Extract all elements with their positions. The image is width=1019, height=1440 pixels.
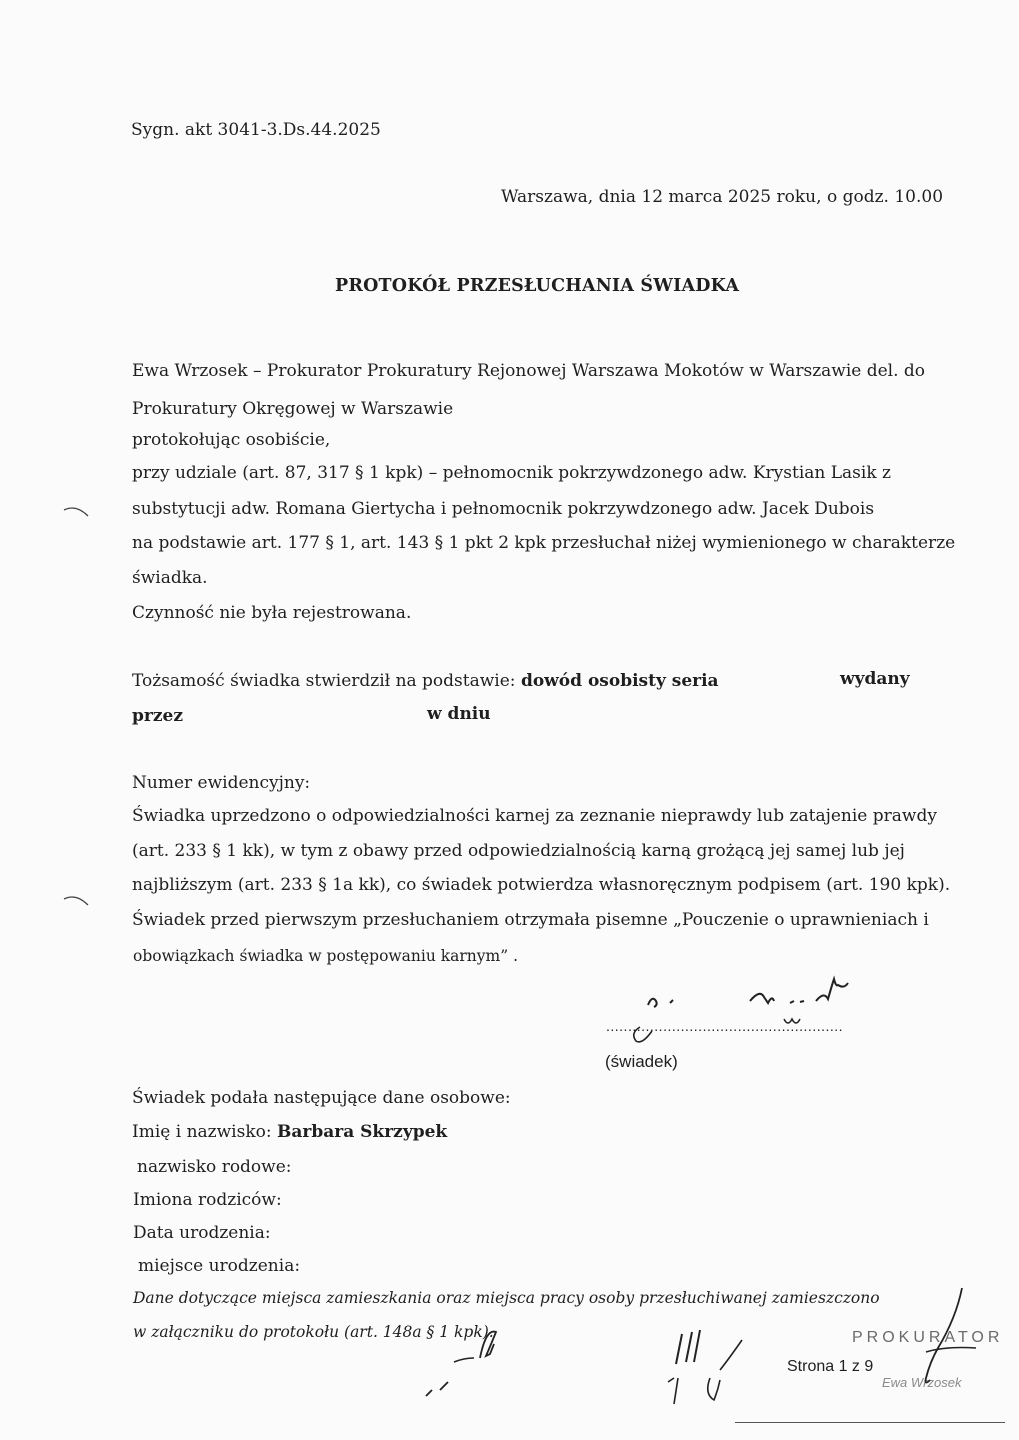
name-value: Barbara Skrzypek [277, 1122, 448, 1142]
identity-issued: wydany [840, 669, 910, 689]
family-name-label: nazwisko rodowe: [137, 1157, 292, 1177]
note-line-1: Dane dotyczące miejsca zamieszkania oraz miejsca pracy osoby przesłuchiwanej zamieszczono [133, 1289, 880, 1307]
warning-line-2: (art. 233 § 1 kk), w tym z obawy przed odpowiedzialnością karną grożącą jej samej lub jej [132, 841, 905, 861]
initials-marks [420, 1318, 760, 1418]
place-date: Warszawa, dnia 12 marca 2025 roku, o godz. 10.00 [501, 187, 944, 207]
name-label: Imię i nazwisko: [132, 1122, 272, 1142]
page-number: Strona 1 z 9 [787, 1358, 874, 1375]
signature-line: ...................................................... [606, 1018, 844, 1034]
identity-prefix: Tożsamość świadka stwierdził na podstawie: [132, 671, 516, 691]
identity-line-1 [132, 670, 719, 692]
personal-heading: Świadek podała następujące dane osobowe: [132, 1088, 511, 1108]
name-line [132, 1121, 447, 1143]
prosecutor-stamp-name: Ewa Wrzosek [882, 1375, 962, 1390]
witness-signature [600, 975, 900, 1055]
warning-line-5: obowiązkach świadka w postępowaniu karnym” . [133, 947, 519, 965]
intro-line-3: protokołując osobiście, [132, 430, 331, 450]
birth-place-label: miejsce urodzenia: [138, 1256, 301, 1276]
warning-line-4: Świadek przed pierwszym przesłuchaniem otrzymała pisemne „Pouczenie o uprawnieniach i [132, 910, 929, 930]
birth-date-label: Data urodzenia: [133, 1223, 271, 1243]
punch-mark-top [62, 502, 92, 518]
intro-line-1: Ewa Wrzosek – Prokurator Prokuratury Rejonowej Warszawa Mokotów w Warszawie del. do [132, 361, 926, 381]
warning-line-1: Świadka uprzedzono o odpowiedzialności karnej za zeznanie nieprawdy lub zatajenie prawdy [132, 806, 937, 826]
prosecutor-stamp-title: PROKURATOR [852, 1329, 1004, 1346]
evidence-number-label: Numer ewidencyjny: [132, 773, 311, 793]
intro-line-4: przy udziale (art. 87, 317 § 1 kpk) – pełnomocnik pokrzywdzonego adw. Krystian Lasik z [132, 463, 891, 483]
warning-line-3: najbliższym (art. 233 § 1a kk), co świadek potwierdza własnoręcznym podpisem (art. 190 kpk). [132, 875, 951, 895]
bottom-rule [735, 1422, 1005, 1423]
intro-line-5: substytucji adw. Romana Giertycha i pełnomocnik pokrzywdzonego adw. Jacek Dubois [132, 499, 875, 519]
intro-line-6: na podstawie art. 177 § 1, art. 143 § 1 pkt 2 kpk przesłuchał niżej wymienionego w charakterze [132, 533, 956, 553]
identity-on-day: w dniu [427, 704, 491, 724]
document-title: PROTOKÓŁ PRZESŁUCHANIA ŚWIADKA [335, 276, 740, 296]
note-line-2: w załączniku do protokołu (art. 148a § 1 kpk). [133, 1323, 494, 1341]
intro-line-2: Prokuratury Okręgowej w Warszawie [132, 399, 454, 419]
identity-document: dowód osobisty seria [520, 671, 719, 691]
identity-by: przez [132, 706, 183, 726]
signature-label: (świadek) [605, 1052, 678, 1071]
prosecutor-signature [900, 1282, 1000, 1402]
intro-line-7: świadka. [132, 568, 208, 588]
case-number: Sygn. akt 3041-3.Ds.44.2025 [131, 120, 381, 140]
parents-label: Imiona rodziców: [133, 1190, 282, 1210]
intro-line-8: Czynność nie była rejestrowana. [132, 603, 412, 623]
punch-mark-bottom [62, 891, 92, 907]
